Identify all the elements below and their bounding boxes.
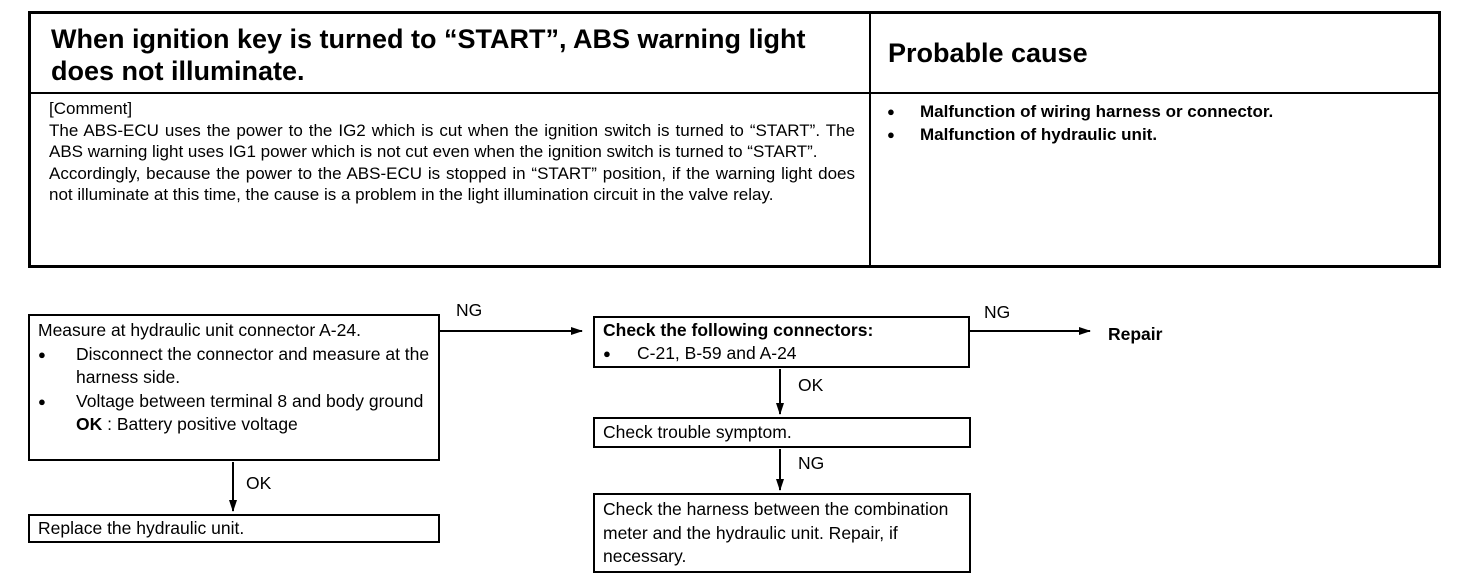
step-measure-ok-criteria bbox=[38, 413, 430, 437]
check-connectors-bullet: ● C-21, B-59 and A-24 bbox=[603, 342, 960, 365]
comment-paragraph-2: Accordingly, because the power to the ABS-ECU is stopped in “START” position, if the warning light does not illuminate at this time, the cause is a problem in the light illumination circuit in the valve relay. bbox=[49, 163, 855, 204]
step-replace-hydraulic-unit: Replace the hydraulic unit. bbox=[28, 514, 440, 543]
step-check-connectors bbox=[593, 316, 970, 368]
ok-criteria-value: : Battery positive voltage bbox=[107, 414, 298, 434]
repair-result: Repair bbox=[1108, 324, 1163, 344]
cause-item: ● Malfunction of hydraulic unit. bbox=[887, 123, 1273, 146]
step-measure-bullets bbox=[38, 343, 430, 414]
probable-cause-heading: Probable cause bbox=[888, 38, 1088, 68]
step2-ok-label: OK bbox=[798, 375, 824, 395]
ok-criteria-label: OK bbox=[76, 414, 103, 434]
symptom-heading: When ignition key is turned to “START”, ABS warning light does not illuminate. bbox=[51, 24, 806, 86]
cause-item: ● Malfunction of wiring harness or connector. bbox=[887, 100, 1273, 123]
step1-ng-label: NG bbox=[456, 300, 483, 320]
step-check-harness: Check the harness between the combination meter and the hydraulic unit. Repair, if necessary. bbox=[593, 493, 971, 573]
comment-paragraph-1: The ABS-ECU uses the power to the IG2 which is cut when the ignition switch is turned to “START”. The ABS warning light uses IG1 power which is not cut even when the ignition switch is turned to “START”. bbox=[49, 120, 855, 161]
step-check-trouble-symptom: Check trouble symptom. bbox=[593, 417, 971, 448]
step1-ok-label: OK bbox=[246, 473, 272, 493]
step3-ng-label: NG bbox=[798, 453, 825, 473]
step-measure-title: Measure at hydraulic unit connector A-24. bbox=[38, 320, 361, 340]
step-measure-connector bbox=[28, 314, 440, 461]
step2-ng-label: NG bbox=[984, 302, 1011, 322]
step-measure-bullet: ● Voltage between terminal 8 and body ground bbox=[38, 390, 430, 414]
comment-label: [Comment] bbox=[49, 99, 133, 118]
step-measure-bullet: ● Disconnect the connector and measure at the harness side. bbox=[38, 343, 430, 390]
check-connectors-title: Check the following connectors: bbox=[603, 320, 874, 340]
